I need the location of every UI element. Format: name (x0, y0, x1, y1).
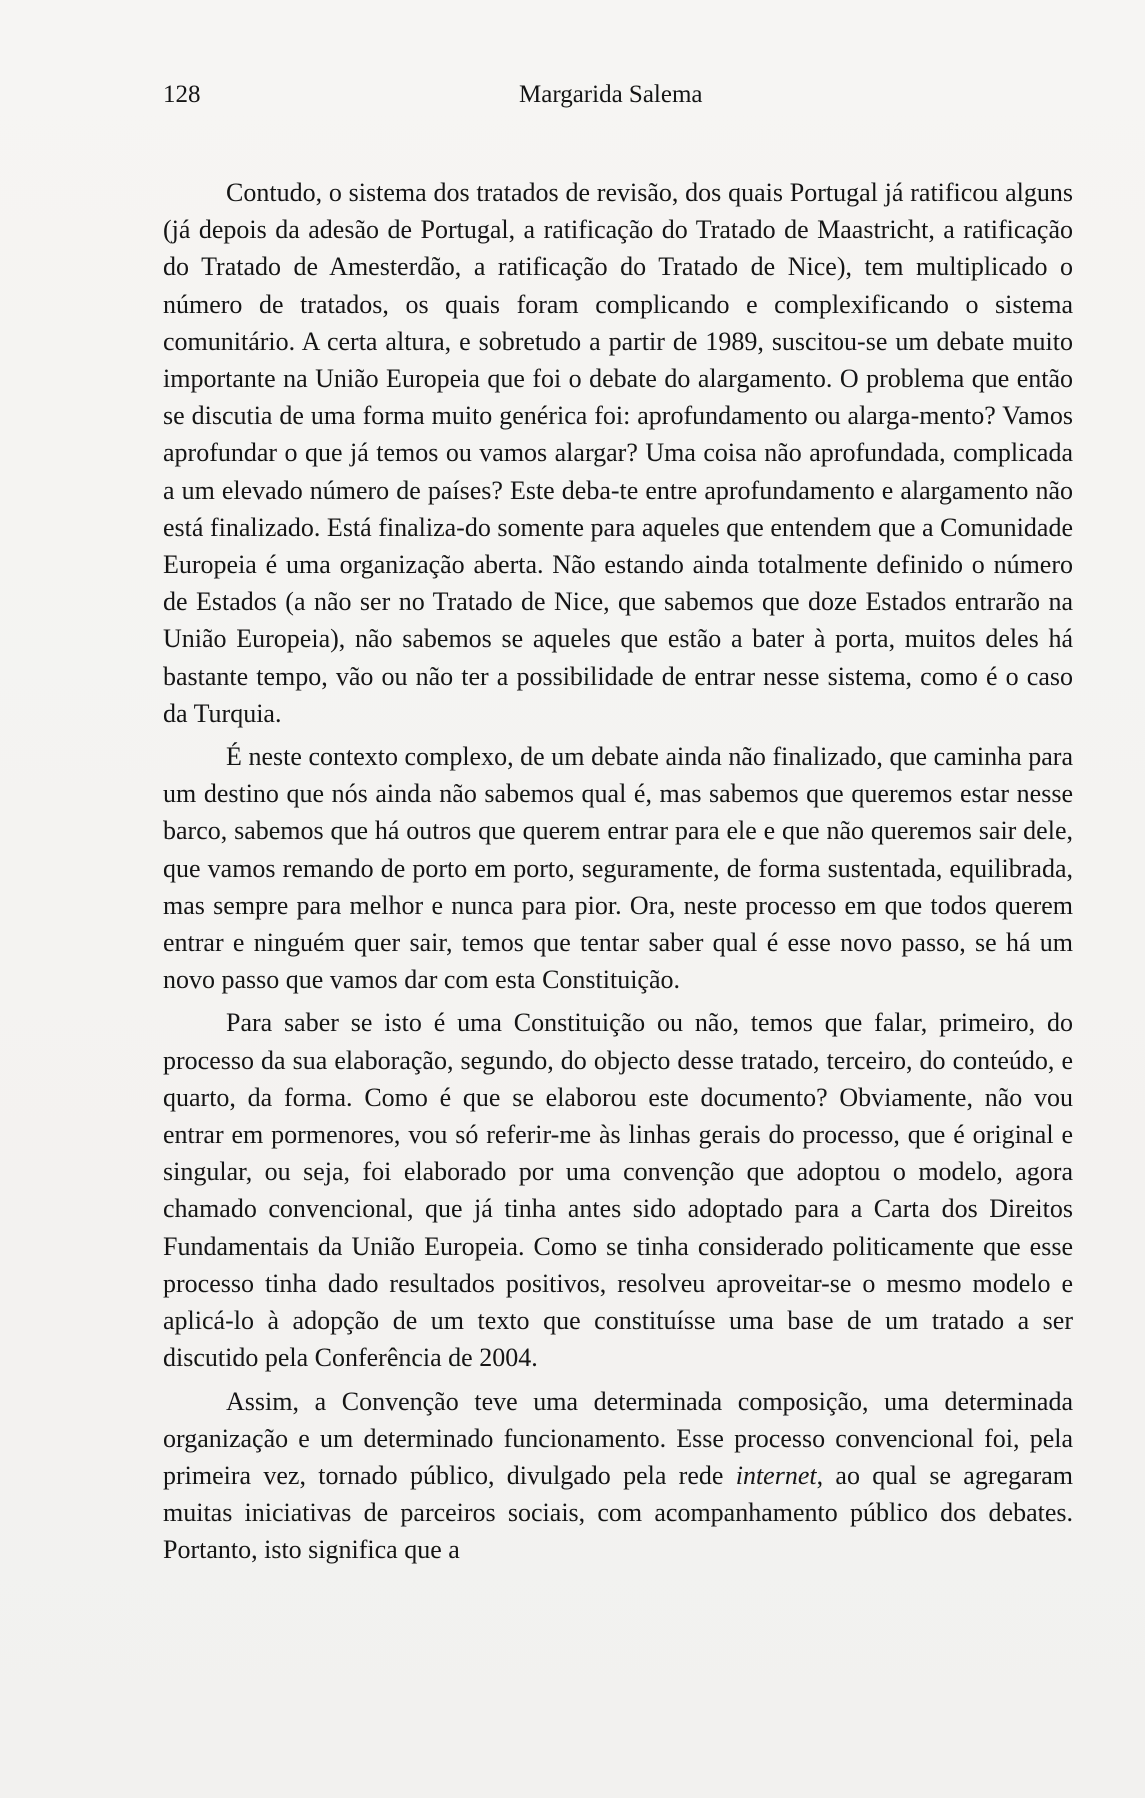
paragraph-4 (163, 1383, 1073, 1569)
running-header (163, 78, 1073, 112)
paragraph-4-before: Assim, a Convenção teve uma determinada composição, uma determinada organização e um determinado funcionamento. Esse processo convencional foi, pela primeira vez, tornado público, divulgado pela rede (163, 1386, 1073, 1490)
paragraph-3: Para saber se isto é uma Constituição ou não, temos que falar, primeiro, do processo da sua elaboração, segundo, do objecto desse tratado, terceiro, do conteúdo, e quarto, da forma. Como é que se elaborou este documento? Obviamente, não vou entrar em pormenores, vou só referir-me às linhas gerais do processo, que é original e singular, ou seja, foi elaborado por uma convenção que adoptou o modelo, agora chamado convencional, que já tinha antes sido adoptado para a Carta dos Direitos Fundamentais da União Europeia. Como se tinha considerado politicamente que esse processo tinha dado resultados positivos, resolveu aproveitar-se o mesmo modelo e aplicá-lo à adopção de um texto que constituísse uma base de um tratado a ser discutido pela Conferência de 2004. (163, 1008, 1073, 1373)
page-number: 128 (163, 81, 201, 108)
body-text (163, 174, 1073, 1575)
paragraph-1: Contudo, o sistema dos tratados de revisão, dos quais Portugal já ratificou alguns (já depois da adesão de Portugal, a ratificação do Tratado de Maastricht, a ratificação do Tratado de Amesterdão, a ratificação do Tratado de Nice), tem multiplicado o número de tratados, os quais foram complicando e complexificando o sistema comunitário. A certa altura, e sobretudo a partir de 1989, suscitou-se um debate muito importante na União Europeia que foi o debate do alargamento. O problema que então se discutia de uma forma muito genérica foi: aprofundamento ou alarga-mento? Vamos aprofundar o que já temos ou vamos alargar? Uma coisa não aprofundada, complicada a um elevado número de países? Este deba-te entre aprofundamento e alargamento não está finalizado. Está finaliza-do somente para aqueles que entendem que a Comunidade Europeia é uma organização aberta. Não estando ainda totalmente definido o número de Estados (a não ser no Tratado de Nice, que sabemos que doze Estados entrarão na União Europeia), não sabemos se aqueles que estão a bater à porta, muitos deles há bastante tempo, vão ou não ter a possibilidade de entrar nesse sistema, como é o caso da Turquia. (163, 178, 1073, 728)
running-head-author: Margarida Salema (519, 81, 703, 108)
paragraph-4-after: , ao qual se agregaram muitas iniciativas de parceiros sociais, com acompanhamento público dos debates. Portanto, isto significa que a (163, 1460, 1073, 1565)
paragraph-2: É neste contexto complexo, de um debate ainda não finalizado, que caminha para um destino que nós ainda não sabemos qual é, mas sabemos que queremos estar nesse barco, sabemos que há outros que querem entrar para ele e que não queremos sair dele, que vamos remando de porto em porto, seguramente, de forma sustentada, equilibrada, mas sempre para melhor e nunca para pior. Ora, neste processo em que todos querem entrar e ninguém quer sair, temos que tentar saber qual é esse novo passo, se há um novo passo que vamos dar com esta Constituição. (163, 742, 1073, 995)
paragraph-4-italic-word: internet (735, 1460, 817, 1490)
